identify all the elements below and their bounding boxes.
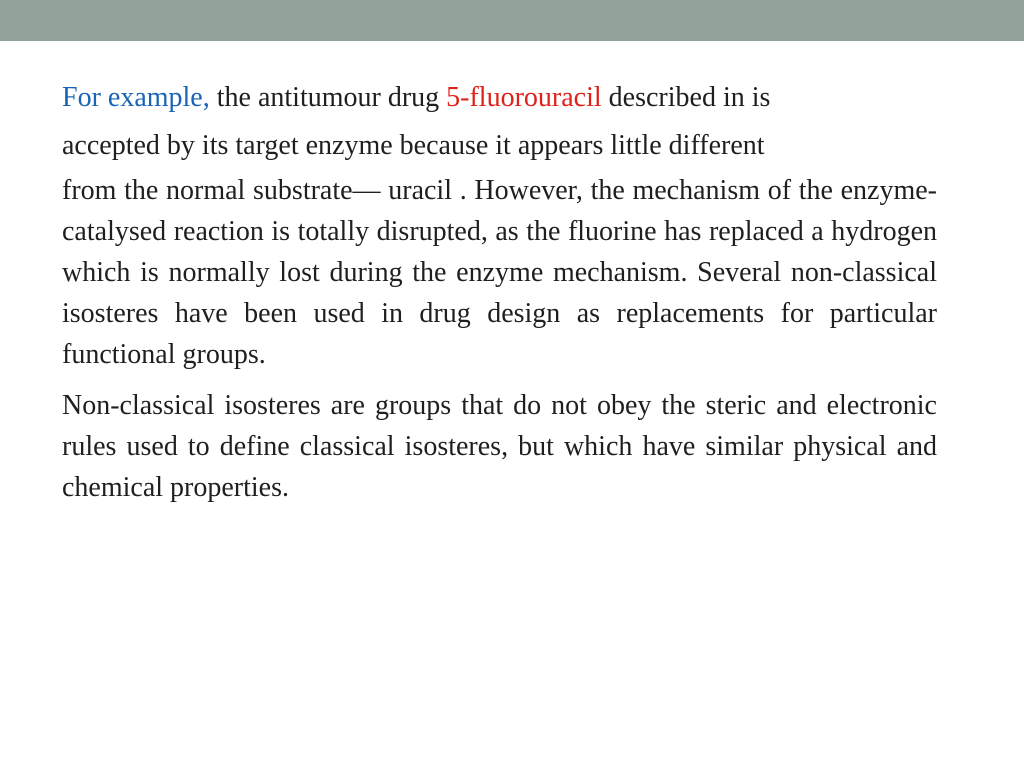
intro-text-after-drug: described in is [601,82,771,113]
slide-body [62,74,937,508]
intro-line-2: accepted by its target enzyme because it appears little different [62,130,765,161]
intro-line-1 [62,74,937,122]
intro-text-before-drug: the antitumour drug [209,82,447,113]
top-header-band [0,0,1024,41]
example-lead-text: For example, [62,82,210,113]
drug-name-highlight: 5-fluorouracil [446,82,602,113]
body-paragraph-2: Non-classical isosteres are groups that do not obey the steric and electronic rules used to define classical isosteres, but which have similar physical and chemical properties. [62,390,937,503]
body-paragraph-1: from the normal substrate— uracil . However, the mechanism of the enzyme-catalysed reaction is totally disrupted, as the fluorine has replaced a hydrogen which is normally lost during the enzyme mechanism. Several non-classical isosteres have been used in drug design as replacements for particular functional groups. [62,175,937,370]
